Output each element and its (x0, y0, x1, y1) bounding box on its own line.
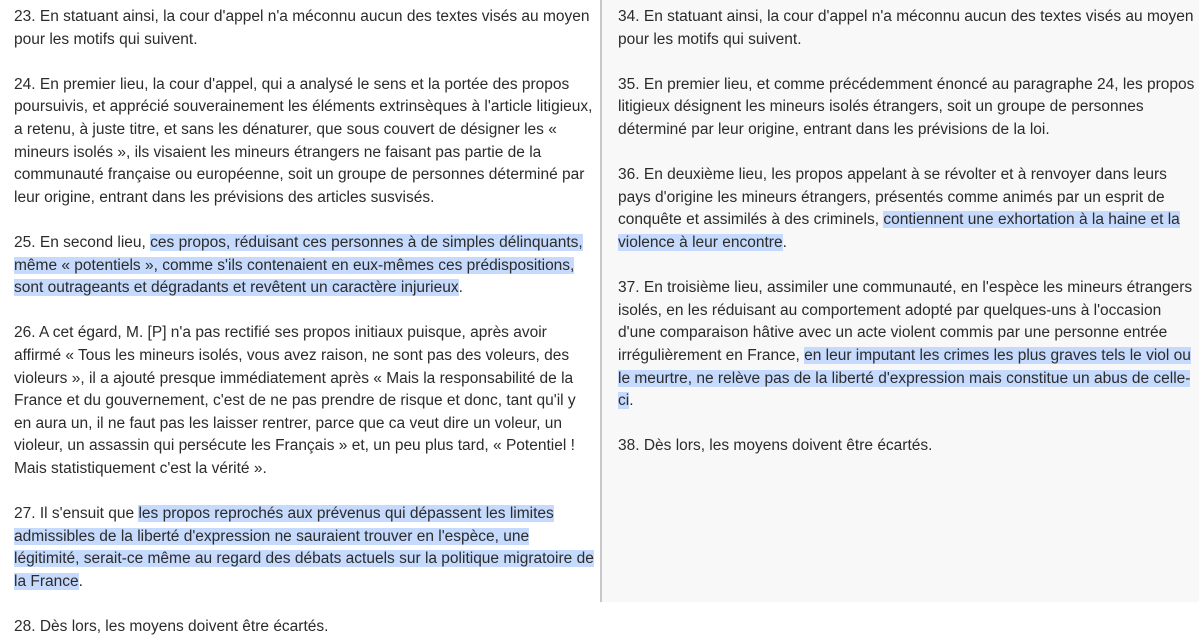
paragraph-28: 28. Dès lors, les moyens doivent être écartés. (14, 618, 329, 636)
paragraph-34: 34. En statuant ainsi, la cour d'appel n'a méconnu aucun des textes visés au moyen pour les motifs qui suivent. (618, 8, 1194, 48)
paragraph-25: 25. En second lieu, ces propos, réduisant ces personnes à de simples délinquants, même « potentiels », comme s'ils contenaient en eux-mêmes ces prédispositions, sont outrageants et dégradants et revêtent un caractère injurieux. (14, 233, 583, 297)
highlighted-text: en leur imputant les crimes les plus graves tels le viol ou le meurtre, ne relève pas de la liberté d'expression mais constitue un abus de celle-ci (618, 346, 1191, 410)
paragraph-24: 24. En premier lieu, la cour d'appel, qui a analysé le sens et la portée des propos poursuivis, et apprécié souverainement les éléments extrinsèques à l'article litigieux, a retenu, à juste titre, et sans les dénaturer, que sous couvert de désigner les « mineurs isolés », ils visaient les mineurs étrangers ne faisant pas partie de la communauté française ou européenne, soit un groupe de personnes déterminé par leur origine, entrant dans les prévisions des articles susvisés. (14, 75, 593, 206)
paragraph-35: 35. En premier lieu, et comme précédemment énoncé au paragraphe 24, les propos litigieux désignent les mineurs isolés étrangers, soit un groupe de personnes déterminé par leur origine, entrant dans les prévisions de la loi. (618, 75, 1195, 138)
paragraph-38: 38. Dès lors, les moyens doivent être écartés. (618, 437, 933, 455)
highlighted-text: contiennent une exhortation à la haine et la violence à leur encontre (618, 211, 1180, 251)
right-column (602, 0, 1199, 602)
left-column (0, 6, 600, 636)
paragraph-27: 27. Il s'ensuit que les propos reprochés aux prévenus qui dépassent les limites admissibles de la liberté d'expression ne sauraient trouver en l'espèce, une légitimité, serait-ce même au regard des débats actuels sur la politique migratoire de la France. (14, 505, 594, 590)
paragraph-23: 23. En statuant ainsi, la cour d'appel n'a méconnu aucun des textes visés au moyen pour les motifs qui suivent. (14, 8, 590, 48)
paragraph-36: 36. En deuxième lieu, les propos appelant à se révolter et à renvoyer dans leurs pays d'origine les mineurs étrangers, présentés comme animés par un esprit de conquête et assimilés à des criminels, contiennent une exhortation à la haine et la violence à leur encontre. (618, 166, 1180, 251)
paragraph-26: 26. A cet égard, M. [P] n'a pas rectifié ses propos initiaux puisque, après avoir affirmé « Tous les mineurs isolés, vous avez raison, ne sont pas des voleurs, des violeurs », il a ajouté presque immédiatement après « Mais la responsabilité de la France et du gouvernement, c'est de ne pas prendre de risque et donc, tant qu'il y en aura un, il ne faut pas les laisser rentrer, parce que ca veut dire un voleur, un violeur, un assassin qui persécute les Français » et, un peu plus tard, « Potentiel ! Mais statistiquement c'est la vérité ». (14, 324, 576, 477)
highlighted-text: ces propos, réduisant ces personnes à de simples délinquants, même « potentiels », comme s'ils contenaient en eux-mêmes ces prédispositions, sont outrageants et dégradants et revêtent un caractère injurieux (14, 233, 583, 297)
highlighted-text: les propos reprochés aux prévenus qui dépassent les limites admissibles de la liberté d'expression ne sauraient trouver en l'espèce, une légitimité, serait-ce même au regard des débats actuels sur la politique migratoire de la France (14, 505, 594, 590)
paragraph-37: 37. En troisième lieu, assimiler une communauté, en l'espèce les mineurs étrangers isolés, en les réduisant au comportement adopté par quelques-uns à l'occasion d'une comparaison hâtive avec un acte violent commis par une personne entrée irrégulièrement en France, en leur imputant les crimes les plus graves tels le viol ou le meurtre, ne relève pas de la liberté d'expression mais constitue un abus de celle-ci. (618, 279, 1193, 410)
